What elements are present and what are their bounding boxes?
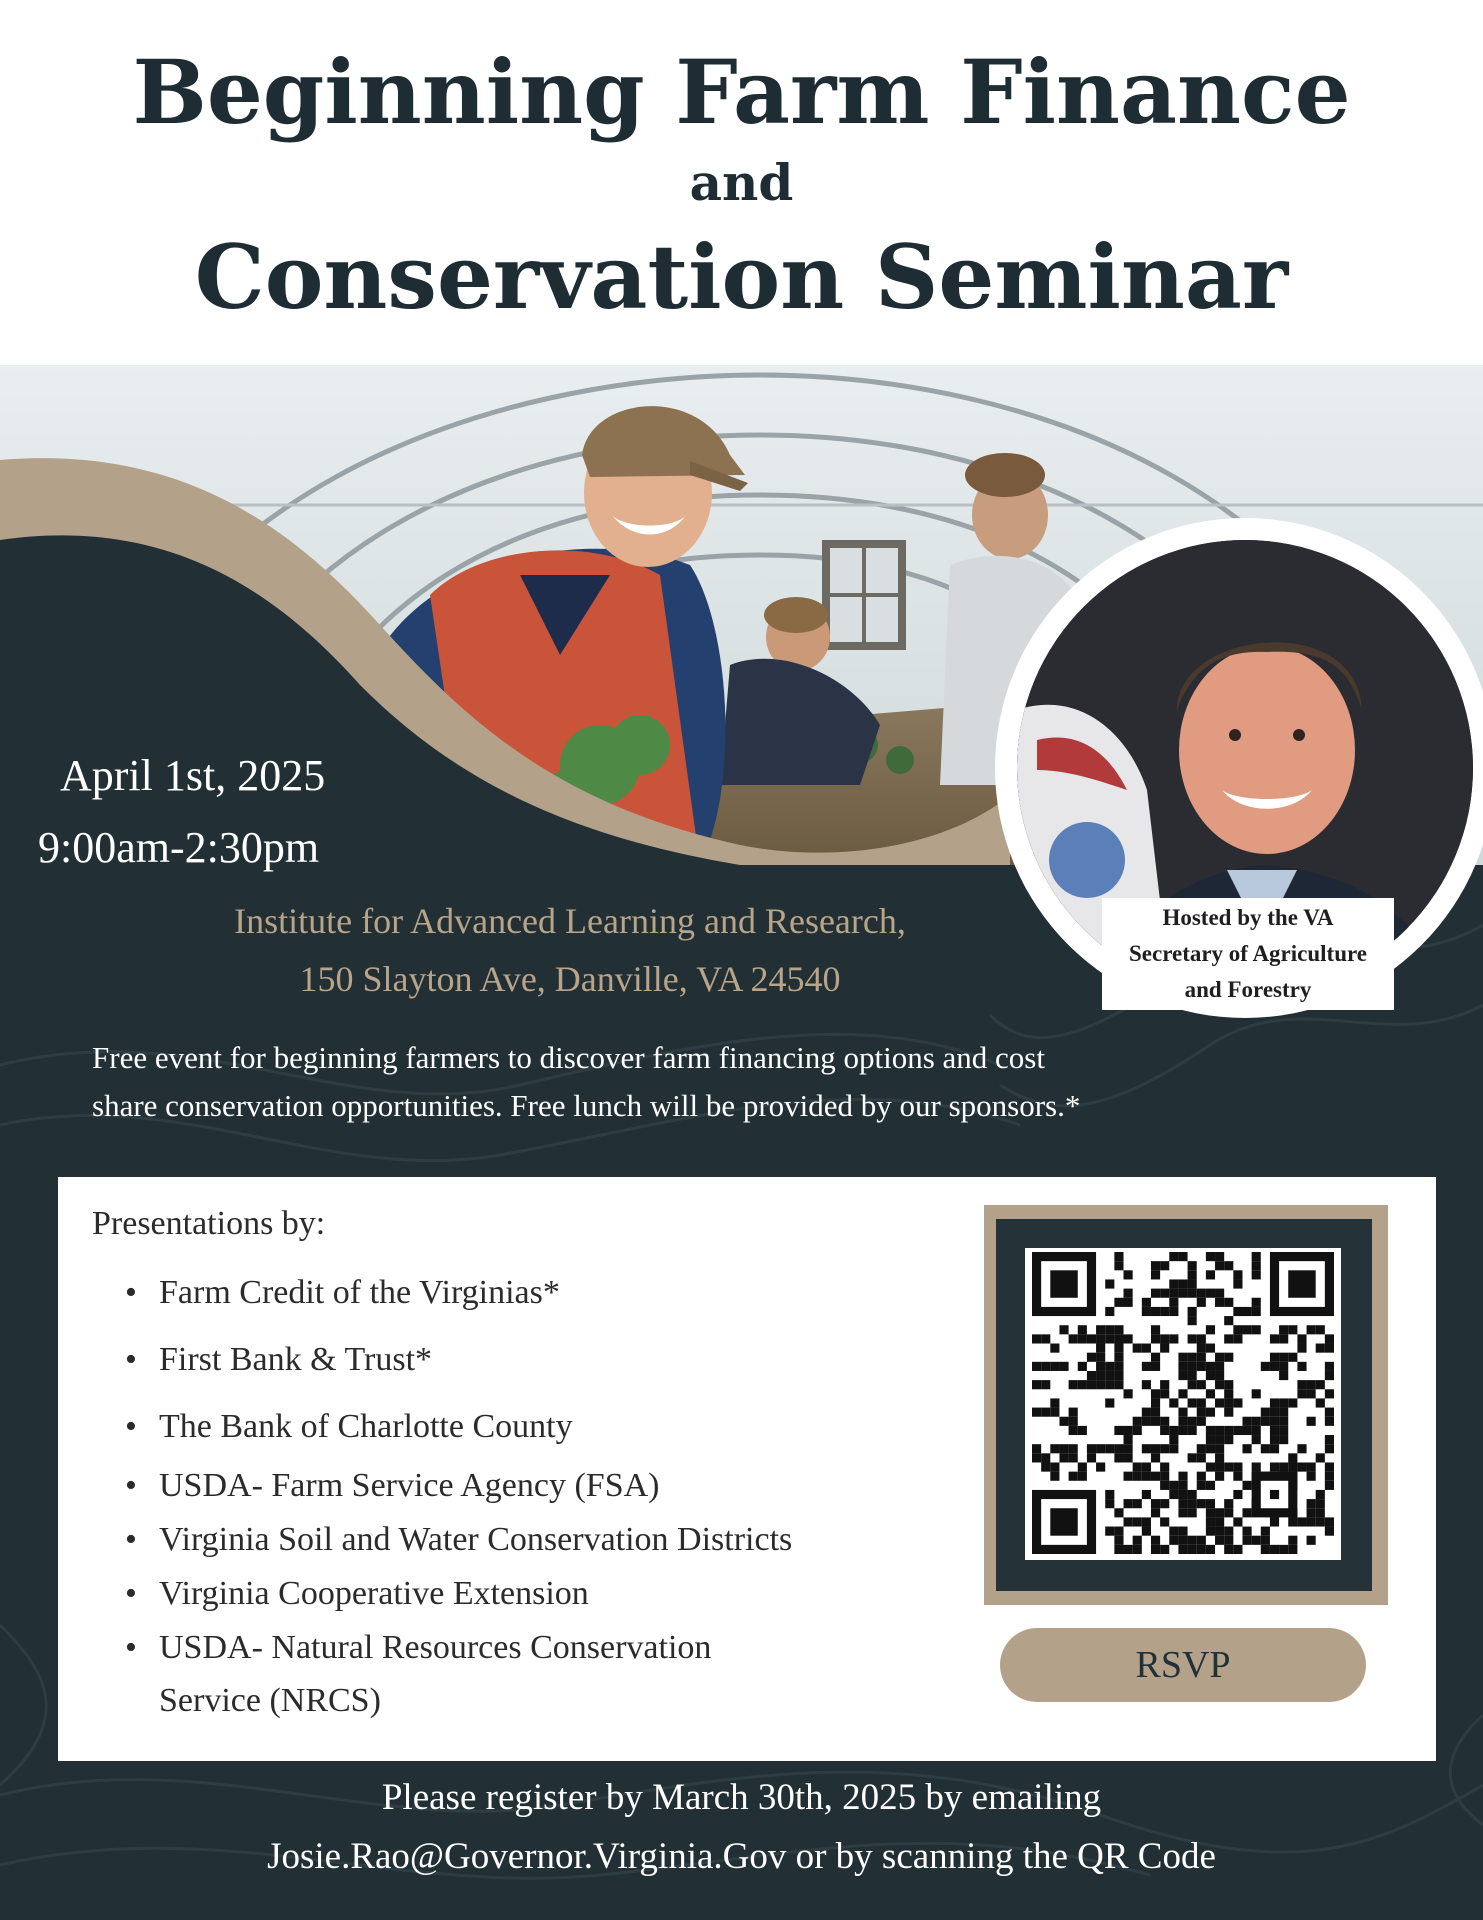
host-caption-line-1: Hosted by the VA	[1162, 905, 1334, 930]
footer-line-2[interactable]: Josie.Rao@Governor.Virginia.Gov or by scanning the QR Code	[267, 1836, 1216, 1877]
presenter-label: Virginia Soil and Water Conservation Districts	[159, 1521, 793, 1558]
host-caption	[1102, 898, 1394, 1010]
bullet: •	[125, 1408, 137, 1445]
host-caption-line-2: Secretary of Agriculture	[1128, 941, 1368, 966]
title-line-2: Conservation Seminar	[194, 225, 1289, 329]
event-date: April 1st, 2025	[60, 751, 326, 800]
rsvp-button[interactable]: RSVP	[1000, 1628, 1366, 1702]
presenter-label: Service (NRCS)	[159, 1682, 381, 1719]
description-line-2: share conservation opportunities. Free lunch will be provided by our sponsors.*	[92, 1088, 1081, 1123]
bullet: •	[125, 1467, 137, 1504]
presenter-label: First Bank & Trust*	[159, 1341, 433, 1378]
presenter-label: USDA- Farm Service Agency (FSA)	[159, 1467, 660, 1504]
bullet: •	[125, 1521, 137, 1558]
presenter-label: USDA- Natural Resources Conservation	[159, 1629, 712, 1666]
presenter-label: Farm Credit of the Virginias*	[159, 1274, 560, 1311]
bullet: •	[125, 1575, 137, 1612]
header	[0, 0, 1483, 365]
qr-code-icon[interactable]	[1032, 1252, 1334, 1554]
footer-line-1: Please register by March 30th, 2025 by emailing	[381, 1777, 1102, 1818]
presenter-label: Virginia Cooperative Extension	[159, 1575, 589, 1612]
bullet: •	[125, 1274, 137, 1311]
event-time: 9:00am-2:30pm	[38, 823, 320, 872]
presentations-heading: Presentations by:	[92, 1205, 326, 1242]
presenter-label: The Bank of Charlotte County	[159, 1408, 573, 1445]
venue-line-1: Institute for Advanced Learning and Research,	[234, 901, 906, 941]
description-line-1: Free event for beginning farmers to discover farm financing options and cost	[92, 1040, 1045, 1075]
title-and: and	[689, 153, 794, 212]
bullet: •	[125, 1341, 137, 1378]
host-caption-line-3: and Forestry	[1184, 977, 1312, 1002]
venue-line-2: 150 Slayton Ave, Danville, VA 24540	[299, 959, 841, 999]
title-line-1: Beginning Farm Finance	[132, 40, 1351, 144]
bullet: •	[125, 1629, 137, 1666]
